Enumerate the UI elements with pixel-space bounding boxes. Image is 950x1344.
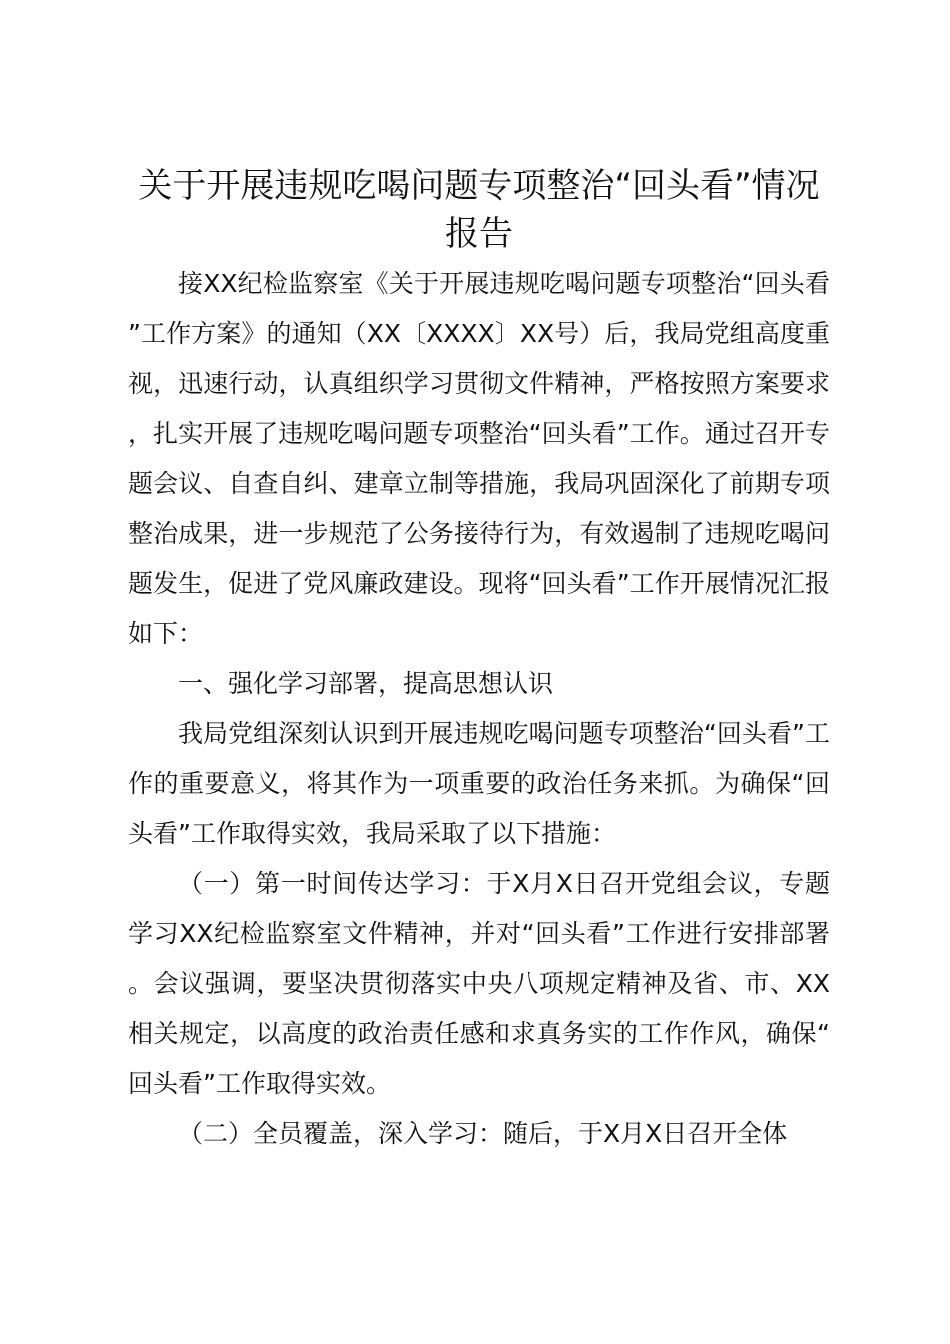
section-heading-1: 一、强化学习部署，提高思想认识 <box>178 669 554 698</box>
section-1-item-1-paragraph: （一）第一时间传达学习：于X月X日召开党组会议，专题学习XX纪检监察室文件精神，并对“回头看”工作进行安排部署。会议强调，要坚决贯彻落实中央八项规定精神及省、市、XX相关规定，以高度的政治责任感和求真务实的工作作风，确保“回头看”工作取得实效。 <box>128 869 830 1098</box>
document-title: 关于开展违规吃喝问题专项整治“回头看”情况报告 <box>138 166 820 254</box>
section-1-intro-paragraph: 我局党组深刻认识到开展违规吃喝问题专项整治“回头看”工作的重要意义，将其作为一项重要的政治任务来抓。为确保“回头看”工作取得实效，我局采取了以下措施： <box>128 719 830 848</box>
section-1-item-2-paragraph: （二）全员覆盖，深入学习：随后，于X月X日召开全体 <box>178 1119 788 1148</box>
document-body <box>128 162 830 1159</box>
intro-paragraph: 接XX纪检监察室《关于开展违规吃喝问题专项整治“回头看”工作方案》的通知（XX〔XXXX〕XX号）后，我局党组高度重视，迅速行动，认真组织学习贯彻文件精神，严格按照方案要求，扎实开展了违规吃喝问题专项整治“回头看”工作。通过召开专题会议、自查自纠、建章立制等措施，我局巩固深化了前期专项整治成果，进一步规范了公务接待行为，有效遏制了违规吃喝问题发生，促进了党风廉政建设。现将“回头看”工作开展情况汇报如下： <box>128 269 830 648</box>
